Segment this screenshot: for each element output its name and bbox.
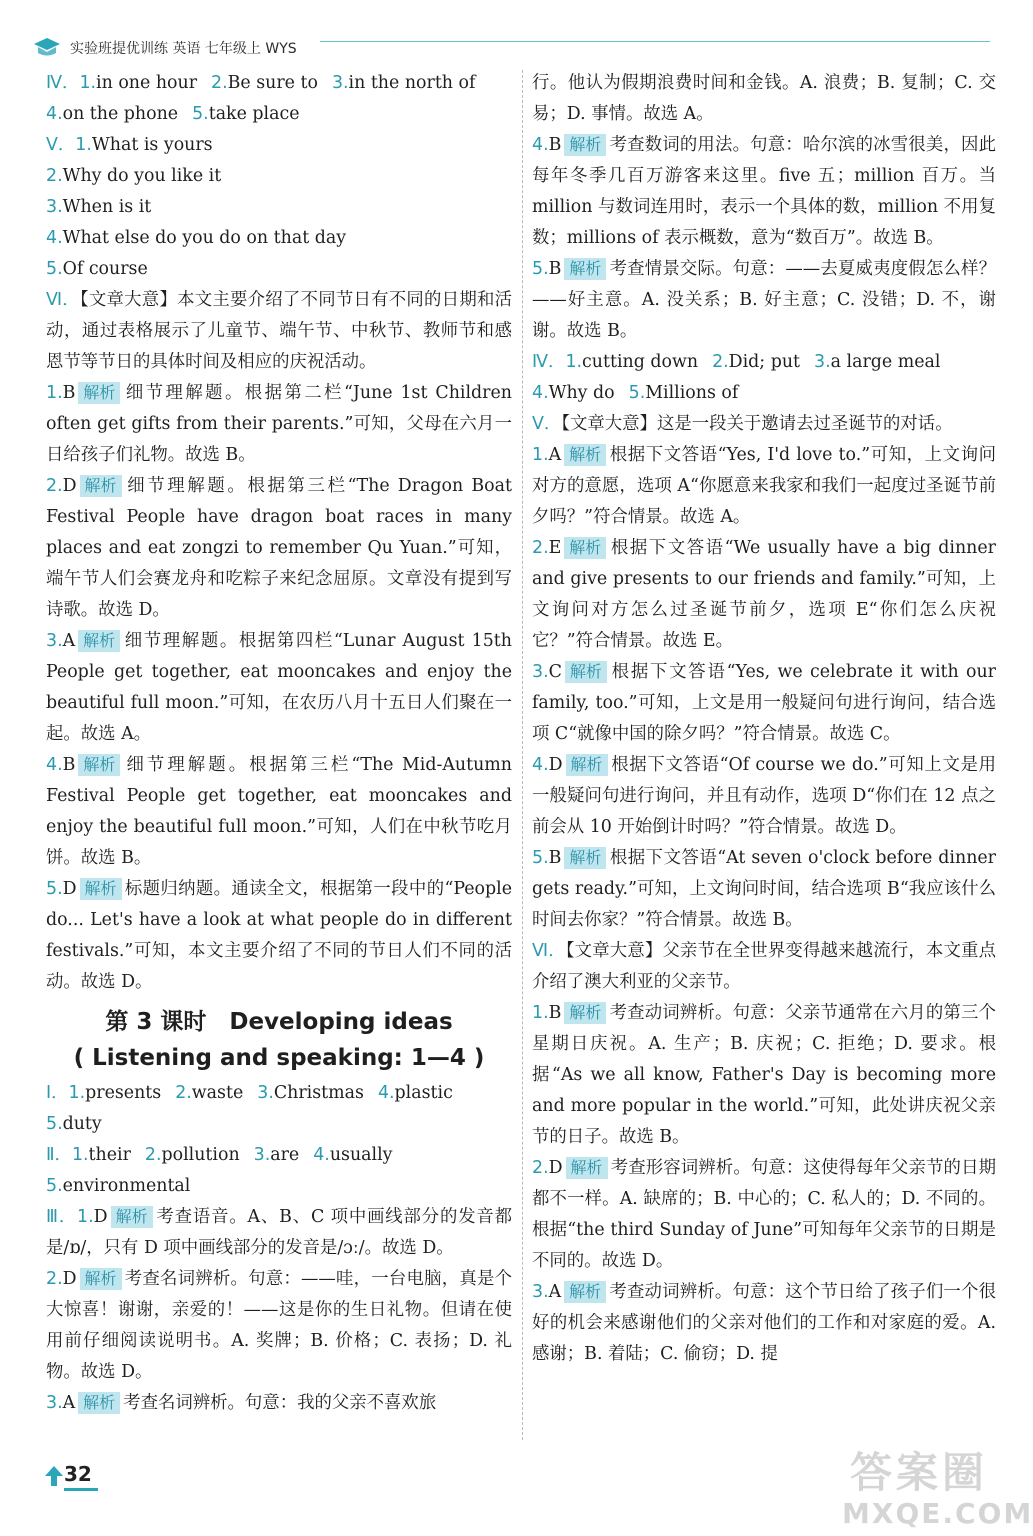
answer-text: 根据下文答语“Of course we do.”可知上文是用一般疑问句进行询问，并且有动作，选项 D“你们在 12 点之前会从 10 开始倒计时吗？”符合情景。故选 D。 xyxy=(532,755,996,837)
answer-text: 行。他认为假期浪费时间和金钱。A. 浪费；B. 复制；C. 交易；D. 事情。故选 A。 xyxy=(532,73,996,124)
answer-paragraph xyxy=(46,223,512,254)
answer-text: 考查名词辨析。句意：——哇，一台电脑，真是个大惊喜！谢谢，亲爱的！——这是你的生日礼物。但请在使用前仔细阅读说明书。A. 奖牌；B. 价格；C. 表扬；D. 礼物。故选 D。 xyxy=(46,1269,512,1382)
answer-paragraph xyxy=(532,409,996,440)
item-number: 5. xyxy=(46,1114,63,1134)
item-number: 5. xyxy=(532,259,549,279)
answer-text: 细节理解题。根据第二栏“June 1st Children often get gifts from their parents.”可知，父母在六月一日给孩子们礼物。故选 B。 xyxy=(46,383,512,465)
answer-text: B xyxy=(548,259,562,279)
answer-text: 考查名词辨析。句意：我的父亲不喜欢旅 xyxy=(123,1393,437,1413)
item-number: 1. xyxy=(532,445,549,465)
answer-paragraph xyxy=(46,99,512,130)
item-number: 3. xyxy=(532,1282,549,1302)
answer-paragraph xyxy=(532,254,996,347)
answer-text: A xyxy=(548,445,562,465)
item-number: Ⅳ．1. xyxy=(532,352,583,372)
item-number: 2. xyxy=(46,476,63,496)
answer-text: take place xyxy=(208,104,300,124)
item-number: 2. xyxy=(144,1145,162,1165)
answer-paragraph xyxy=(46,874,512,998)
answer-paragraph xyxy=(46,750,512,874)
answer-paragraph xyxy=(46,1140,512,1171)
item-number: Ⅵ． xyxy=(46,290,80,310)
answer-text: B xyxy=(548,1003,562,1023)
page-header xyxy=(30,32,990,60)
item-number: 2. xyxy=(532,538,549,558)
answer-text: their xyxy=(88,1145,131,1165)
item-number: Ⅳ．1. xyxy=(46,73,97,93)
item-number: 4. xyxy=(532,755,549,775)
item-number: 5. xyxy=(532,848,549,868)
answer-paragraph xyxy=(46,471,512,626)
item-number: Ⅰ．1. xyxy=(46,1083,86,1103)
answer-paragraph xyxy=(532,130,996,254)
answer-text: plastic xyxy=(394,1083,453,1103)
item-number: 3. xyxy=(46,631,63,651)
answer-paragraph xyxy=(532,347,996,378)
answer-paragraph xyxy=(532,936,996,998)
answer-text: 【文章大意】这是一段关于邀请去过圣诞节的对话。 xyxy=(561,414,953,434)
item-number: 3. xyxy=(814,352,831,372)
analysis-tag: 解析 xyxy=(78,382,120,404)
answer-paragraph xyxy=(46,130,512,161)
answer-text: 根据下文答语“Yes, we celebrate it with our family, too.”可知，上文是用一般疑问句进行询问，结合选项 C“就像中国的除夕吗？”符合情景。故选 C。 xyxy=(532,662,996,744)
watermark-cn: 答案圈 xyxy=(850,1448,989,1497)
item-number: 4. xyxy=(532,135,549,155)
analysis-tag: 解析 xyxy=(564,537,606,559)
item-number: 4. xyxy=(532,383,549,403)
analysis-tag: 解析 xyxy=(564,847,606,869)
analysis-tag: 解析 xyxy=(111,1206,153,1228)
item-number: Ⅴ．1. xyxy=(46,135,92,155)
answer-text: B xyxy=(548,135,562,155)
answer-text: D xyxy=(548,1158,563,1178)
right-column xyxy=(532,68,996,1370)
answer-text: E xyxy=(548,538,562,558)
right-answers xyxy=(532,68,996,1370)
analysis-tag: 解析 xyxy=(564,258,606,280)
item-number: 5. xyxy=(628,383,646,403)
item-number: 2. xyxy=(46,1269,63,1289)
analysis-tag: 解析 xyxy=(566,754,608,776)
answer-text: 考查情景交际。句意：——去夏威夷度假怎么样？——好主意。A. 没关系；B. 好主意；C. 没错；D. 不，谢谢。故选 B。 xyxy=(532,259,996,341)
item-number: 4. xyxy=(377,1083,395,1103)
answer-paragraph xyxy=(532,378,996,409)
item-number: 5. xyxy=(46,1176,63,1196)
item-number: 2. xyxy=(175,1083,192,1103)
item-number: 4. xyxy=(313,1145,330,1165)
answer-text: on the phone xyxy=(62,104,179,124)
page-number-bar xyxy=(64,1488,98,1491)
answer-paragraph xyxy=(46,1264,512,1388)
book-title: 实验班提优训练 英语 七年级上 WYS xyxy=(70,41,297,57)
analysis-tag: 解析 xyxy=(564,444,606,466)
lesson-title-line2: ( Listening and speaking: 1—4 ) xyxy=(73,1045,485,1071)
answer-text: What else do you do on that day xyxy=(62,228,347,248)
answer-text: D xyxy=(62,879,77,899)
answer-paragraph xyxy=(532,68,996,130)
answer-paragraph xyxy=(532,843,996,936)
column-divider xyxy=(522,70,523,1440)
answer-text: A xyxy=(62,631,76,651)
analysis-tag: 解析 xyxy=(78,630,120,652)
answer-paragraph xyxy=(532,998,996,1153)
answer-text: 根据下文答语“At seven o'clock before dinner gets ready.”可知，上文询问时间，结合选项 B“我应该什么时间去你家？”符合情景。故选 B。 xyxy=(532,848,996,930)
answer-text: D xyxy=(93,1207,108,1227)
analysis-tag: 解析 xyxy=(80,475,122,497)
answer-text: 考查动词辨析。句意：父亲节通常在六月的第三个星期日庆祝。A. 生产；B. 庆祝；C. 拒绝；D. 要求。根据“As we all know, Father's Day is becoming more and more popular in the world.”可知，此处讲庆祝父亲节的日子。故选 B。 xyxy=(532,1003,996,1147)
answer-text: usually xyxy=(329,1145,393,1165)
answer-text: waste xyxy=(191,1083,244,1103)
book-logo-icon xyxy=(32,36,62,58)
answer-text: Of course xyxy=(62,259,148,279)
answer-text: A xyxy=(62,1393,76,1413)
analysis-tag: 解析 xyxy=(78,754,120,776)
answer-text: B xyxy=(62,383,76,403)
answer-paragraph xyxy=(46,68,512,99)
answer-text: in the north of xyxy=(348,73,476,93)
answer-text: B xyxy=(548,848,562,868)
answer-paragraph xyxy=(46,1109,512,1140)
watermark xyxy=(838,1440,1033,1532)
item-number: 3. xyxy=(532,662,549,682)
answer-text: D xyxy=(548,755,563,775)
answer-text: Why do you like it xyxy=(62,166,222,186)
answer-paragraph xyxy=(46,1388,512,1419)
answer-text: 【文章大意】父亲节在全世界变得越来越流行，本文重点介绍了澳大利亚的父亲节。 xyxy=(532,941,996,992)
answer-text: 根据下文答语“Yes, I'd love to.”可知，上文询问对方的意愿，选项 A“你愿意来我家和我们一起度过圣诞节前夕吗？”符合情景。故选 A。 xyxy=(532,445,996,527)
answer-text: cutting down xyxy=(582,352,699,372)
answer-text: 细节理解题。根据第四栏“Lunar August 15th People get together, eat mooncakes and enjoy the beautiful full moon.”可知，在农历八月十五日人们聚在一起。故选 A。 xyxy=(46,631,512,744)
left-answers-lesson3 xyxy=(46,1078,512,1419)
answer-text: 【文章大意】本文主要介绍了不同节日有不同的日期和活动，通过表格展示了儿童节、端午节、中秋节、教师节和感恩节等节日的具体时间及相应的庆祝活动。 xyxy=(46,290,512,372)
answer-text: Be sure to xyxy=(227,73,318,93)
answer-text: 考查数词的用法。句意：哈尔滨的冰雪很美，因此每年冬季几百万游客来这里。five 五；million 百万。当 million 与数词连用时，表示一个具体的数，million 不用复数；millions of 表示概数，意为“数百万”。故选 B。 xyxy=(532,135,996,248)
answer-text: Millions of xyxy=(645,383,739,403)
item-number: 5. xyxy=(192,104,209,124)
answer-text: environmental xyxy=(62,1176,191,1196)
lesson-title-line1: 第 3 课时 Developing ideas xyxy=(105,1009,453,1035)
answer-text: 细节理解题。根据第三栏“The Dragon Boat Festival People have dragon boat races in many places and eat zongzi to remember Qu Yuan.”可知，端午节人们会赛龙舟和吃粽子来纪念屈原。文章没有提到写诗歌。故选 D。 xyxy=(46,476,512,620)
answer-text: Did; put xyxy=(728,352,801,372)
answer-text: 标题归纳题。通读全文，根据第一段中的“People do... Let's have a look at what people do in different festivals.”可知，本文主要介绍了不同的节日人们不同的活动。故选 D。 xyxy=(46,879,512,992)
answer-text: pollution xyxy=(161,1145,240,1165)
answer-paragraph xyxy=(46,161,512,192)
analysis-tag: 解析 xyxy=(564,1281,606,1303)
answer-paragraph xyxy=(46,378,512,471)
item-number: Ⅵ． xyxy=(532,941,566,961)
answer-text: D xyxy=(62,1269,77,1289)
header-rule xyxy=(320,41,990,42)
analysis-tag: 解析 xyxy=(566,1157,608,1179)
analysis-tag: 解析 xyxy=(564,134,606,156)
answer-text: What is yours xyxy=(91,135,213,155)
lesson-title xyxy=(46,1004,512,1076)
answer-text: presents xyxy=(85,1083,162,1103)
answer-text: duty xyxy=(62,1114,102,1134)
answer-text: in one hour xyxy=(96,73,198,93)
answer-paragraph xyxy=(532,440,996,533)
item-number: 5. xyxy=(46,879,63,899)
left-answers xyxy=(46,68,512,998)
answer-text: When is it xyxy=(62,197,152,217)
page-number-text: 32 xyxy=(64,1462,92,1486)
analysis-tag: 解析 xyxy=(80,1268,122,1290)
analysis-tag: 解析 xyxy=(564,1002,606,1024)
item-number: 4. xyxy=(46,228,63,248)
item-number: 1. xyxy=(46,383,63,403)
answer-paragraph xyxy=(532,533,996,657)
answer-paragraph xyxy=(46,1171,512,1202)
answer-text: 考查语音。A、B、C 项中画线部分的发音都是/ɒ/，只有 D 项中画线部分的发音是/ɔː/。故选 D。 xyxy=(46,1207,512,1258)
answer-text: B xyxy=(62,755,76,775)
up-arrow-icon xyxy=(44,1464,64,1488)
item-number: 1. xyxy=(532,1003,549,1023)
answer-paragraph xyxy=(532,750,996,843)
answer-paragraph xyxy=(532,1277,996,1370)
item-number: 2. xyxy=(532,1158,549,1178)
answer-text: 考查形容词辨析。句意：这使得每年父亲节的日期都不一样。A. 缺席的；B. 中心的；C. 私人的；D. 不同的。根据“the third Sunday of June”可知每年父亲节的日期是不同的。故选 D。 xyxy=(532,1158,996,1271)
analysis-tag: 解析 xyxy=(78,1392,120,1414)
item-number: Ⅲ．1. xyxy=(46,1207,94,1227)
answer-paragraph xyxy=(46,192,512,223)
answer-paragraph xyxy=(46,626,512,750)
item-number: 3. xyxy=(46,1393,63,1413)
answer-text: C xyxy=(548,662,562,682)
item-number: 3. xyxy=(46,197,63,217)
item-number: 3. xyxy=(331,73,349,93)
answer-text: 考查动词辨析。句意：这个节日给了孩子们一个很好的机会来感谢他们的父亲对他们的工作和对家庭的爱。A. 感谢；B. 着陆；C. 偷窃；D. 提 xyxy=(532,1282,996,1364)
item-number: 4. xyxy=(46,755,63,775)
item-number: 4. xyxy=(46,104,63,124)
answer-text: Christmas xyxy=(273,1083,364,1103)
answer-paragraph xyxy=(532,1153,996,1277)
item-number: Ⅱ．1. xyxy=(46,1145,89,1165)
item-number: 3. xyxy=(253,1145,271,1165)
watermark-url: MXQE.COM xyxy=(842,1497,1033,1530)
analysis-tag: 解析 xyxy=(565,661,607,683)
answer-text: are xyxy=(270,1145,300,1165)
left-column xyxy=(46,68,512,1419)
item-number: 3. xyxy=(257,1083,274,1103)
answer-paragraph xyxy=(46,285,512,378)
analysis-tag: 解析 xyxy=(80,878,122,900)
answer-text: 根据下文答语“We usually have a big dinner and give presents to our friends and family.”可知，上文询问对方怎么过圣诞节前夕，选项 E“你们怎么庆祝它？”符合情景。故选 E。 xyxy=(532,538,996,651)
item-number: 2. xyxy=(46,166,63,186)
answer-text: A xyxy=(548,1282,562,1302)
answer-paragraph xyxy=(46,1202,512,1264)
answer-paragraph xyxy=(46,1078,512,1109)
answer-text: Why do xyxy=(548,383,615,403)
answer-paragraph xyxy=(46,254,512,285)
answer-text: D xyxy=(62,476,77,496)
item-number: 2. xyxy=(712,352,729,372)
item-number: 2. xyxy=(211,73,228,93)
answer-paragraph xyxy=(532,657,996,750)
item-number: 5. xyxy=(46,259,63,279)
answer-text: a large meal xyxy=(830,352,941,372)
page-number xyxy=(44,1460,94,1492)
item-number: Ⅴ． xyxy=(532,414,562,434)
answer-text: 细节理解题。根据第三栏“The Mid-Autumn Festival People get together, eat mooncakes and enjoy the beautiful full moon.”可知，人们在中秋节吃月饼。故选 B。 xyxy=(46,755,512,868)
